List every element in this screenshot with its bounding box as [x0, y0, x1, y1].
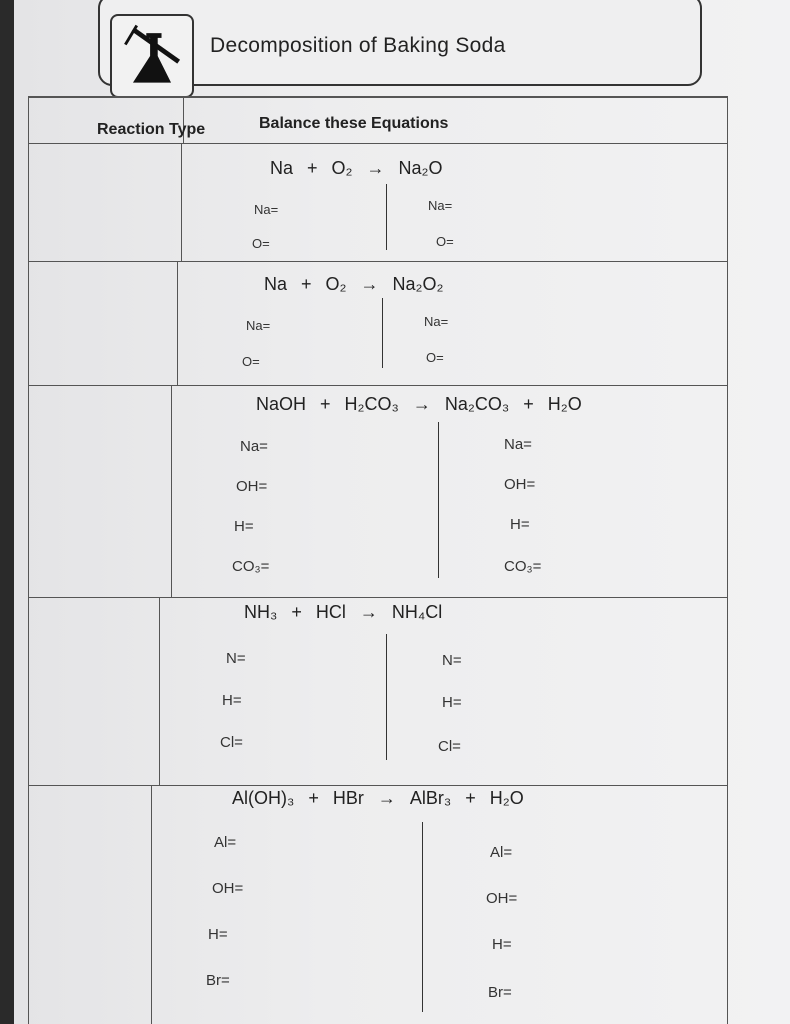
plus-sign: + — [523, 394, 534, 414]
left-count-label: H= — [234, 518, 254, 535]
left-count-label: O= — [252, 236, 270, 251]
balance-equations-header: Balance these Equations — [259, 115, 449, 132]
page-title: Decomposition of Baking Soda — [210, 34, 506, 57]
reaction-type-header: Reaction Type — [97, 121, 206, 138]
product: Na₂O₂ — [392, 274, 444, 294]
right-count-label: Na= — [428, 198, 453, 213]
left-count-label: OH= — [212, 880, 244, 897]
reaction-arrow: → — [359, 602, 378, 622]
right-count-label: Na= — [424, 314, 449, 329]
reaction-arrow: → — [360, 274, 379, 294]
left-count-label: Cl= — [220, 734, 243, 751]
left-count-label: Na= — [254, 202, 279, 217]
balance-divider — [386, 634, 387, 760]
left-count-label: OH= — [236, 478, 268, 495]
left-count-label: Na= — [246, 318, 271, 333]
product: H₂O — [489, 788, 524, 808]
column-divider — [171, 385, 172, 597]
right-count-label: O= — [426, 350, 444, 365]
reactant: O₂ — [331, 158, 353, 178]
right-count-label: CO₃= — [504, 558, 542, 575]
left-count-label: Br= — [206, 972, 230, 989]
product: Na₂O — [398, 158, 443, 178]
right-count-label: H= — [510, 516, 530, 533]
product: H₂O — [547, 394, 582, 414]
reactant: H₂CO₃ — [344, 394, 399, 414]
left-count-label: H= — [222, 692, 242, 709]
reaction-arrow: → — [377, 788, 396, 808]
plus-sign: + — [308, 788, 319, 808]
balance-divider — [386, 184, 387, 250]
right-count-label: Al= — [490, 844, 513, 861]
worksheet-header — [98, 0, 702, 86]
reactant: NaOH — [256, 394, 307, 414]
reactant: HBr — [332, 788, 364, 808]
reactant: Na — [264, 274, 288, 294]
equation-2 — [264, 274, 458, 295]
plus-sign: + — [320, 394, 331, 414]
equation-5 — [232, 788, 538, 809]
reactant: Al(OH)₃ — [232, 788, 295, 808]
column-divider — [151, 785, 152, 1024]
reaction-arrow: → — [366, 158, 385, 178]
row-divider — [29, 143, 727, 144]
right-count-label: OH= — [504, 476, 536, 493]
equation-1 — [270, 158, 457, 179]
column-divider — [177, 261, 178, 385]
right-count-label: H= — [442, 694, 462, 711]
right-count-label: H= — [492, 936, 512, 953]
left-count-label: CO₃= — [232, 558, 270, 575]
right-count-label: Br= — [488, 984, 512, 1001]
equation-4 — [244, 602, 456, 623]
plus-sign: + — [301, 274, 312, 294]
balance-divider — [382, 298, 383, 368]
plus-sign: + — [465, 788, 476, 808]
right-count-label: Cl= — [438, 738, 461, 755]
right-count-label: OH= — [486, 890, 518, 907]
left-count-label: O= — [242, 354, 260, 369]
equations-table — [28, 96, 728, 1024]
product: Na₂CO₃ — [444, 394, 510, 414]
reactant: Na — [270, 158, 294, 178]
row-divider — [29, 385, 727, 386]
reactant: HCl — [315, 602, 346, 622]
right-count-label: Na= — [504, 436, 532, 453]
balance-divider — [422, 822, 423, 1012]
plus-sign: + — [307, 158, 318, 178]
product: AlBr₃ — [409, 788, 452, 808]
row-divider — [29, 597, 727, 598]
reactant: NH₃ — [244, 602, 278, 622]
column-divider — [159, 597, 160, 785]
product: NH₄Cl — [391, 602, 443, 622]
left-count-label: Al= — [214, 834, 237, 851]
right-count-label: N= — [442, 652, 462, 669]
worksheet-page — [14, 0, 790, 1024]
plus-sign: + — [291, 602, 302, 622]
row-divider — [29, 785, 727, 786]
left-count-label: H= — [208, 926, 228, 943]
left-count-label: N= — [226, 650, 246, 667]
left-count-label: Na= — [240, 438, 268, 455]
row-divider — [29, 261, 727, 262]
reactant: O₂ — [325, 274, 347, 294]
chemistry-flask-icon — [110, 14, 194, 98]
column-divider — [181, 143, 182, 261]
reaction-arrow: → — [412, 394, 431, 414]
row-divider — [29, 97, 727, 98]
right-count-label: O= — [436, 234, 454, 249]
equation-3 — [256, 394, 596, 415]
balance-divider — [438, 422, 439, 578]
